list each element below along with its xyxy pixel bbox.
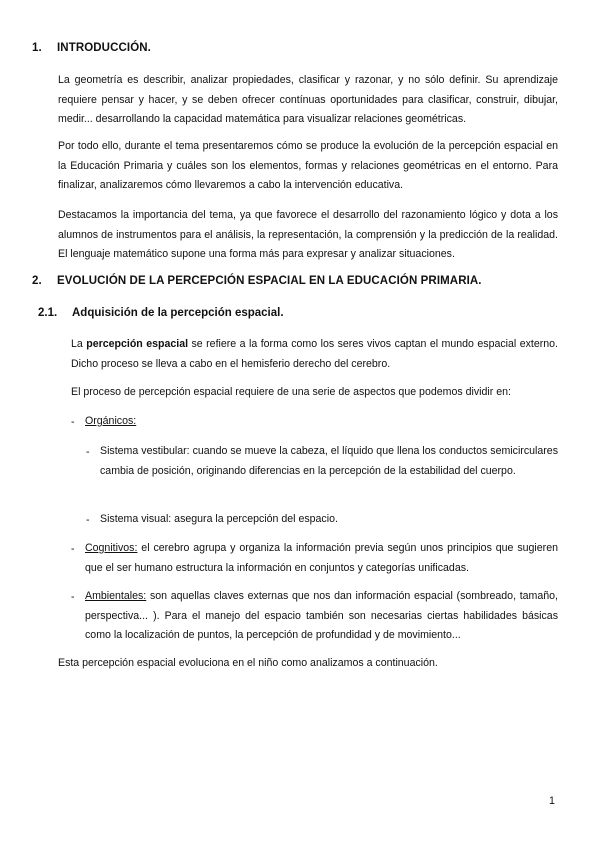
- bullet-dash-organicos: -: [71, 416, 75, 428]
- subsection-2-1-heading: [38, 307, 284, 319]
- page-number: 1: [549, 795, 555, 807]
- section-1-number: 1.: [32, 42, 42, 54]
- ambientales-item: [85, 587, 558, 646]
- definition-text: se refiere a la forma como los seres vivos captan el mundo espacial externo. Dicho proceso se lleva a cabo en el hemisferio derecho del cerebro.: [71, 338, 558, 370]
- organicos-label-line: [85, 412, 558, 432]
- subsection-2-1-title: Adquisición de la percepción espacial.: [72, 307, 284, 319]
- bullet-dash-cognitivos: -: [71, 543, 75, 555]
- intro-paragraph-3: Destacamos la importancia del tema, ya que favorece el desarrollo del razonamiento lógico y dota a los alumnos de instrumentos para el análisis, la representación, la comprensión y la predicción de la realidad. El lenguaje matemático supone una forma más para expresar y analizar situaciones.: [58, 209, 558, 260]
- ambientales-text: son aquellas claves externas que nos dan información espacial (sombreado, tamaño, perspectiva... ). Para el manejo del espacio también son necesarias ciertas habilidades básicas como la localización de puntos, la percepción de profundidad y de movimiento...: [85, 590, 558, 641]
- organicos-label: Orgánicos:: [85, 415, 137, 427]
- definition-term: percepción espacial: [86, 338, 189, 350]
- organicos-item-visual: Sistema visual: asegura la percepción del espacio.: [100, 513, 338, 525]
- section-2-number: 2.: [32, 275, 42, 287]
- definition-prefix: La: [71, 338, 87, 350]
- section-2-heading: [32, 275, 482, 287]
- section-1-heading: [32, 42, 151, 54]
- cognitivos-label: Cognitivos:: [85, 542, 138, 554]
- bullet-dash-visual: -: [86, 514, 90, 526]
- cognitivos-text: el cerebro agrupa y organiza la información previa según unos principios que sugieren que el ser humano estructura la información en conjuntos y categorías unificadas.: [85, 542, 558, 574]
- ambientales-label: Ambientales:: [85, 590, 147, 602]
- bullet-dash-ambientales: -: [71, 591, 75, 603]
- aspects-intro: El proceso de percepción espacial requiere de una serie de aspectos que podemos dividir en:: [71, 386, 511, 398]
- closing-paragraph: Esta percepción espacial evoluciona en el niño como analizamos a continuación.: [58, 657, 438, 669]
- intro-paragraph-1: La geometría es describir, analizar propiedades, clasificar y razonar, y no sólo definir. Su aprendizaje requiere pensar y hacer, y se deben ofrecer contínuas oportunidades para clasificar, construir, dibujar, medir... desarrollando la capacidad matemática para visualizar relaciones geométricas.: [58, 74, 558, 125]
- spatial-perception-definition: [71, 335, 558, 374]
- bullet-dash-vestibular: -: [86, 446, 90, 458]
- section-2-title: EVOLUCIÓN DE LA PERCEPCIÓN ESPACIAL EN LA EDUCACIÓN PRIMARIA.: [57, 275, 482, 287]
- intro-paragraph-2: Por todo ello, durante el tema presentaremos cómo se produce la evolución de la percepción espacial en la Educación Primaria y cuáles son los elementos, formas y relaciones geométricas en el entorno. Para finalizar, analizaremos cómo llevaremos a cabo la intervención educativa.: [58, 140, 558, 191]
- section-1-title: INTRODUCCIÓN.: [57, 42, 151, 54]
- organicos-item-vestibular: Sistema vestibular: cuando se mueve la cabeza, el líquido que llena los conductos semicirculares cambia de posición, originando diferencias en la percepción de la estabilidad del cuerpo.: [100, 445, 558, 477]
- subsection-2-1-number: 2.1.: [38, 307, 58, 319]
- cognitivos-item: [85, 539, 558, 578]
